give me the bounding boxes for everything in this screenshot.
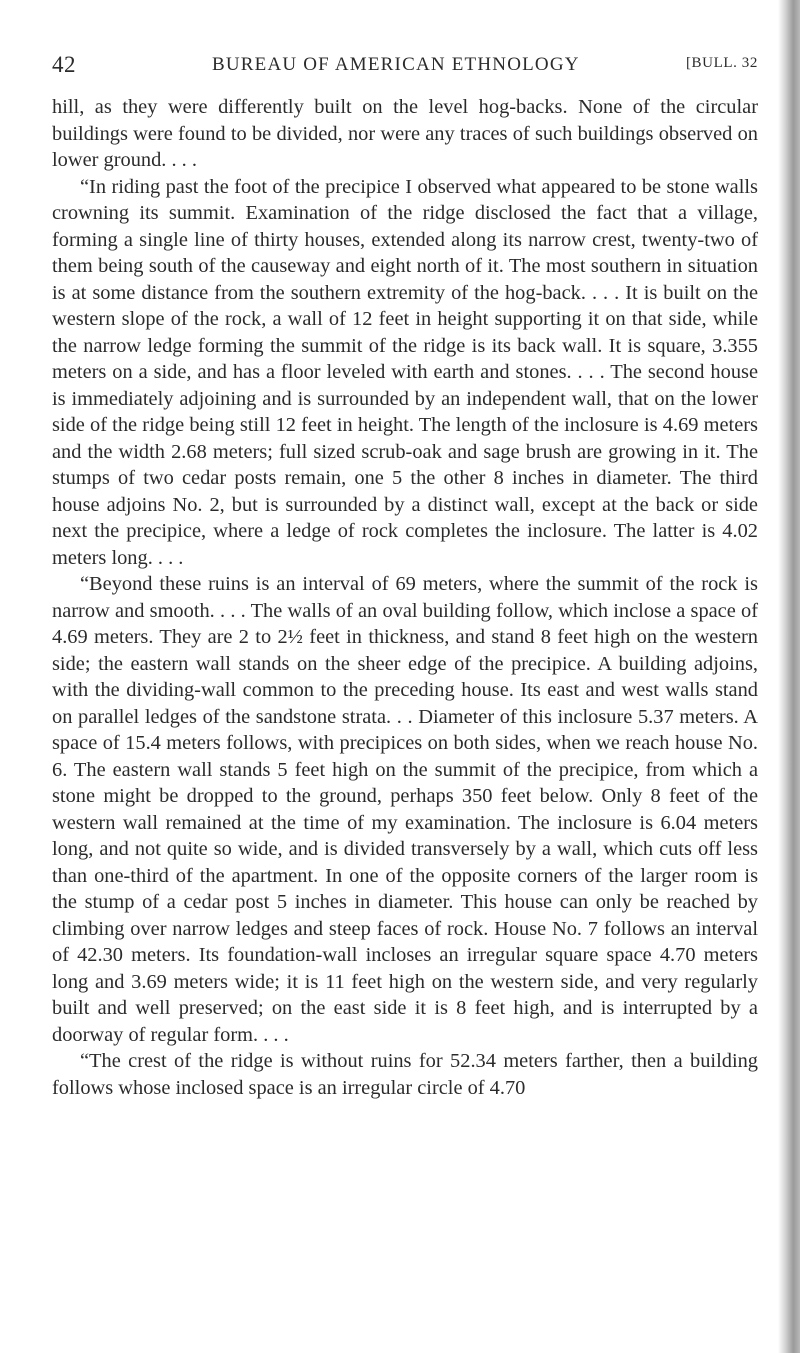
page-edge-shadow <box>778 0 800 1353</box>
bulletin-reference: [BULL. 32 <box>685 55 758 71</box>
paragraph-beyond-ruins: “Beyond these ruins is an interval of 69 meters, where the summit of the rock is narrow and smooth. . . . The walls of an oval building follow, which inclose a space of 4.69 meters. They are 2 to 2½ feet in thickness, and stand 8 feet high on the western side; the eastern wall stands on the sheer edge of the precipice. A building adjoins, with the dividing-wall common to the preceding house. Its east and west walls stand on parallel ledges of the sandstone strata. . . Diameter of this inclosure 5.37 meters. A space of 15.4 meters follows, with precipices on both sides, when we reach house No. 6. The eastern wall stands 5 feet high on the summit of the precipice, from which a stone might be dropped to the ground, perhaps 350 feet below. Only 8 feet of the western wall remained at the time of my examination. The inclosure is 6.04 meters long, and not quite so wide, and is divided transversely by a wall, which cuts off less than one-third of the apartment. In one of the opposite corners of the larger room is the stump of a cedar post 5 inches in diameter. This house can only be reached by climbing over narrow ledges and steep faces of rock. House No. 7 follows an interval of 42.30 meters. Its foundation-wall incloses an irregular square space 4.70 meters long and 3.69 meters wide; it is 11 feet high on the western side, and very regularly built and well preserved; on the east side it is 8 feet high, and is interrupted by a doorway of regular form. . . . <box>52 573 758 1046</box>
paragraph-continuation: hill, as they were differently built on the level hog-backs. None of the circular buildings were found to be divided, nor were any traces of such buildings observed on lower ground. . . . <box>52 96 758 171</box>
page-number: 42 <box>52 52 76 77</box>
body-text <box>52 94 758 1101</box>
page-header <box>52 52 758 82</box>
running-head: BUREAU OF AMERICAN ETHNOLOGY <box>212 54 580 75</box>
paragraph-crest: “The crest of the ridge is without ruins for 52.34 meters farther, then a building follows whose inclosed space is an irregular circle of 4.70 <box>52 1050 758 1099</box>
paragraph-village-ridge: “In riding past the foot of the precipice I observed what appeared to be stone walls crowning its summit. Examination of the ridge disclosed the fact that a village, forming a single line of thirty houses, extended along its narrow crest, twenty-two of them being south of the causeway and eight north of it. The most southern in situation is at some distance from the southern extremity of the hog-back. . . . It is built on the western slope of the rock, a wall of 12 feet in height supporting it on that side, while the narrow ledge forming the summit of the ridge is its back wall. It is square, 3.355 meters on a side, and has a floor leveled with earth and stones. . . . The second house is immediately adjoining and is surrounded by an independent wall, that on the lower side of the ridge being still 12 feet in height. The length of the inclosure is 4.69 meters and the width 2.68 meters; full sized scrub-oak and sage brush are growing in it. The stumps of two cedar posts remain, one 5 the other 8 inches in diameter. The third house adjoins No. 2, but is surrounded by a distinct wall, except at the back or side next the precipice, where a ledge of rock completes the inclosure. The latter is 4.02 meters long. . . . <box>52 175 758 569</box>
